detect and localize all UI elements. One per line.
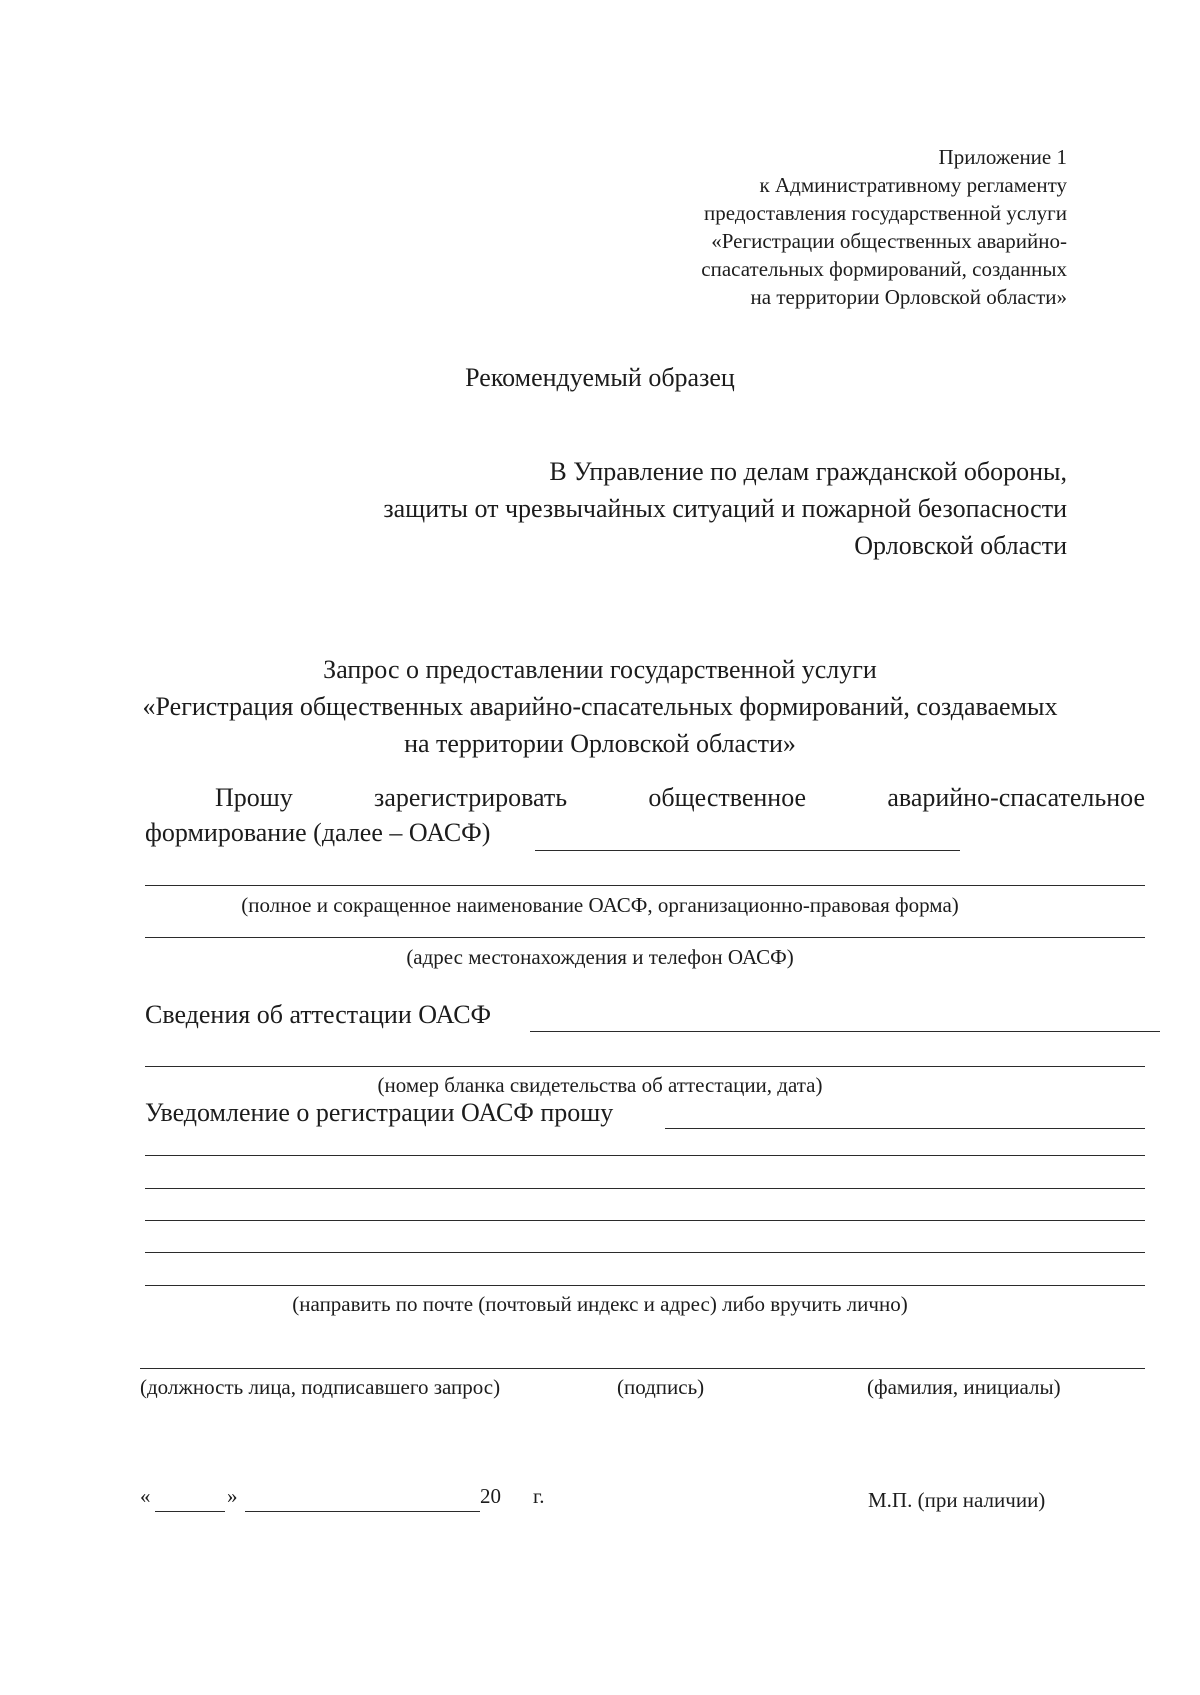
- caption-fullname: (фамилия, инициалы): [867, 1375, 1061, 1399]
- oasf-name-field-line-2[interactable]: [145, 885, 1145, 886]
- date-year-suffix: г.: [533, 1484, 545, 1508]
- request-first-line: [145, 783, 1145, 813]
- notification-field-line-5[interactable]: [145, 1252, 1145, 1253]
- title-line: на территории Орловской области»: [404, 729, 796, 758]
- addressee-line: защиты от чрезвычайных ситуаций и пожарной безопасности: [383, 494, 1067, 523]
- notification-field-line-6[interactable]: [145, 1285, 1145, 1286]
- date-close-quote: »: [227, 1484, 238, 1508]
- date-day-field-line[interactable]: [155, 1511, 225, 1512]
- caption-position: (должность лица, подписавшего запрос): [140, 1375, 501, 1399]
- request-word: Прошу: [215, 783, 293, 812]
- annex-line: Приложение 1: [938, 145, 1067, 169]
- title-line: Запрос о предоставлении государственной услуги: [323, 655, 877, 684]
- annex-line: спасательных формирований, созданных: [701, 257, 1067, 281]
- oasf-address-field-line[interactable]: [145, 937, 1145, 938]
- annex-line: на территории Орловской области»: [750, 285, 1067, 309]
- request-word: зарегистрировать: [374, 783, 568, 812]
- date-open-quote: «: [140, 1484, 151, 1508]
- annex-header: [701, 143, 1067, 311]
- request-word: аварийно-спасательное: [887, 783, 1145, 812]
- notification-field-line-3[interactable]: [145, 1188, 1145, 1189]
- attestation-field-line-2[interactable]: [145, 1066, 1145, 1067]
- recommended-sample-label: Рекомендуемый образец: [465, 363, 735, 392]
- caption-delivery: (направить по почте (почтовый индекс и адрес) либо вручить лично): [292, 1292, 908, 1316]
- request-word: общественное: [648, 783, 807, 812]
- notification-field-line-4[interactable]: [145, 1220, 1145, 1221]
- caption-oasf-address: (адрес местонахождения и телефон ОАСФ): [406, 945, 794, 969]
- attestation-label: Сведения об аттестации ОАСФ: [145, 1000, 492, 1029]
- notification-field-line[interactable]: [665, 1128, 1145, 1129]
- caption-certificate: (номер бланка свидетельства об аттестации, дата): [377, 1073, 823, 1097]
- title-line: «Регистрация общественных аварийно-спасательных формирований, создаваемых: [142, 692, 1058, 721]
- caption-oasf-name: (полное и сокращенное наименование ОАСФ, организационно-правовая форма): [241, 893, 959, 917]
- stamp-label: М.П. (при наличии): [868, 1488, 1046, 1512]
- annex-line: предоставления государственной услуги: [704, 201, 1067, 225]
- annex-line: «Регистрации общественных аварийно-: [711, 229, 1067, 253]
- annex-line: к Административному регламенту: [759, 173, 1067, 197]
- caption-signature: (подпись): [617, 1375, 705, 1399]
- addressee-line: Орловской области: [854, 531, 1067, 560]
- addressee-line: В Управление по делам гражданской обороны,: [549, 457, 1067, 486]
- date-year-prefix: 20: [480, 1484, 501, 1508]
- addressee-block: [383, 453, 1067, 564]
- attestation-field-line[interactable]: [530, 1031, 1160, 1032]
- document-title: [0, 651, 1200, 762]
- request-second-line: формирование (далее – ОАСФ): [145, 818, 491, 847]
- oasf-name-field-line[interactable]: [535, 850, 960, 851]
- notification-field-line-2[interactable]: [145, 1155, 1145, 1156]
- notification-label: Уведомление о регистрации ОАСФ прошу: [145, 1098, 614, 1127]
- signature-field-line[interactable]: [140, 1368, 1145, 1369]
- date-month-field-line[interactable]: [245, 1511, 480, 1512]
